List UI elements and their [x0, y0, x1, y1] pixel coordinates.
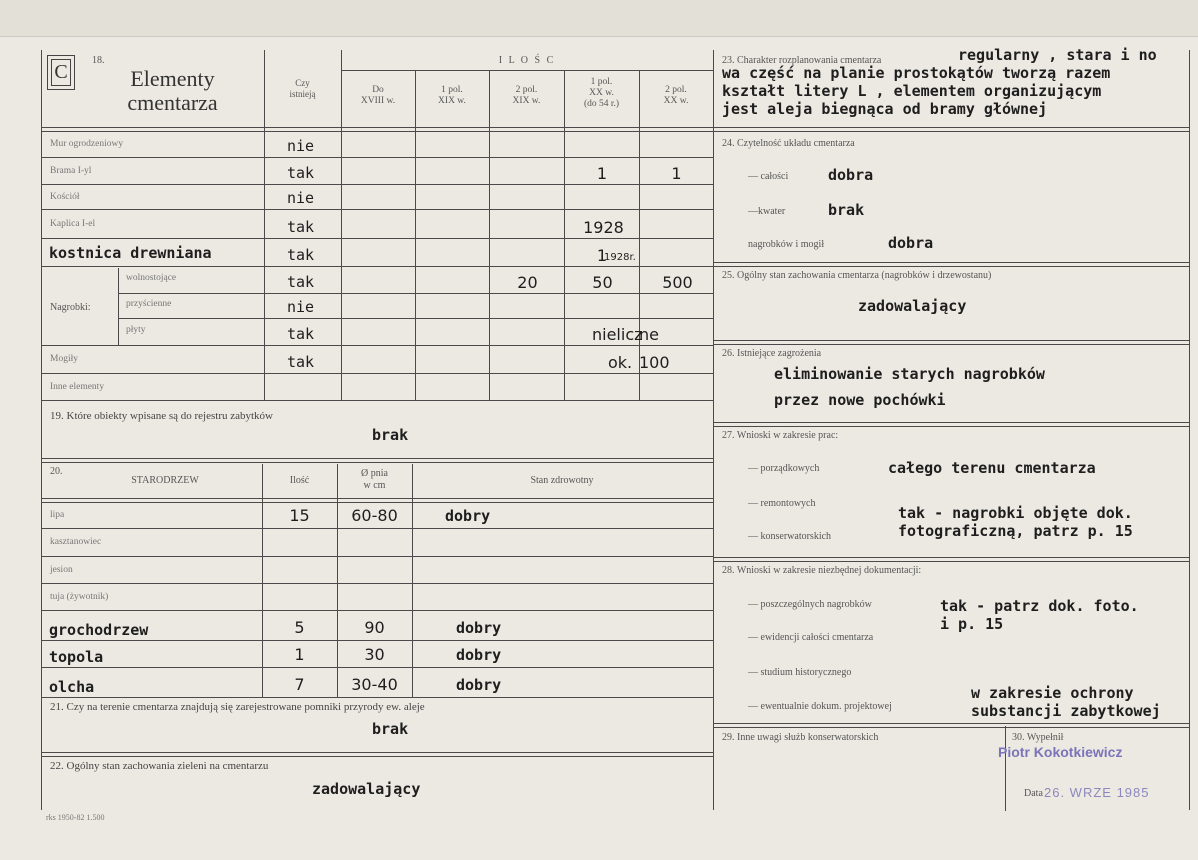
s28-value2-line2: substancji zabytkowej: [971, 702, 1161, 720]
row-line: [41, 640, 713, 641]
s21-value: brak: [372, 720, 409, 738]
s23-line2: wa część na planie prostokątów tworzą razem: [722, 64, 1111, 82]
tree-label: tuja (żywotnik): [50, 591, 109, 602]
row-line: [41, 610, 713, 611]
element-czy-value: nie: [287, 189, 315, 207]
s28-row4-label: — ewentualnie dokum. projektowej: [748, 701, 892, 712]
element-label: Mogiły: [50, 354, 78, 364]
row-line: [41, 209, 713, 210]
tree-label: jesion: [50, 564, 73, 575]
period-header-2: XIX w.: [438, 96, 466, 106]
s28-row1-label: — poszczególnych nagrobków: [748, 599, 872, 610]
s23-label: 23. Charakter rozplanowania cmentarza: [722, 55, 882, 66]
tree-stan: dobry: [456, 619, 502, 637]
period-header-2: 1 pol.: [441, 85, 463, 95]
element-label: Mur ogrodzeniowy: [50, 139, 124, 149]
s25-value: zadowalający: [858, 297, 967, 315]
s27-value-line1: tak - nagrobki objęte dok.: [898, 504, 1133, 522]
tree-ilosc: 1: [294, 645, 305, 664]
element-qty-subvalue: 1928r.: [604, 252, 636, 263]
element-qty-value: 1: [596, 164, 608, 183]
tree-pnia: 30: [364, 645, 385, 664]
s20-title: STARODRZEW: [131, 475, 199, 486]
center-divider: [713, 50, 714, 810]
element-qty-value: 1: [671, 164, 682, 183]
element-label: Kaplica I-el: [50, 218, 96, 229]
s22-value: zadowalający: [312, 780, 421, 798]
section-letter: C: [51, 59, 71, 86]
top-edge: [0, 0, 1198, 37]
s28-value1-line2: i p. 15: [940, 615, 1004, 633]
element-label: przyścienne: [126, 298, 172, 309]
s27-rule: [713, 557, 1189, 562]
col-line: [415, 70, 416, 400]
s24-row1-value: dobra: [828, 166, 874, 184]
s27-row2-label: — remontowych: [748, 498, 816, 509]
s23-rule: [713, 127, 1189, 132]
row-line: [41, 345, 713, 346]
s24-label: 24. Czytelność układu cmentarza: [722, 138, 855, 149]
s26-line1: eliminowanie starych nagrobków: [774, 365, 1045, 383]
element-label: wolnostojące: [126, 272, 177, 283]
s28-row2-label: — ewidencji całości cmentarza: [748, 632, 874, 643]
header-title-2: cmentarza: [127, 90, 218, 115]
s20-col-pnia-1: Ø pnia: [361, 468, 388, 479]
ilosc-label: I L O Ś C: [498, 55, 556, 66]
element-label: Kościół: [50, 191, 80, 202]
tree-pnia: 90: [364, 618, 385, 637]
tree-ilosc: 15: [289, 506, 310, 525]
row-line: [41, 373, 713, 374]
s24-row1-label: — całości: [748, 171, 789, 182]
s19-label: 19. Które obiekty wpisane są do rejestru zabytków: [50, 410, 273, 422]
element-qty-value: 20: [517, 273, 538, 292]
row-line: [118, 293, 713, 294]
s30-name-stamp: Piotr Kokotkiewicz: [998, 744, 1123, 760]
period-header-3: XIX w.: [512, 96, 541, 106]
s24-row3-value: dobra: [888, 234, 934, 252]
header-rule: [41, 127, 713, 132]
s30-date-stamp: 26. WRZE 1985: [1044, 785, 1150, 800]
s30-divider: [1005, 726, 1006, 811]
element-label: płyty: [126, 324, 146, 335]
row-line: [41, 556, 713, 557]
s25-label: 25. Ogólny stan zachowania cmentarza (nagrobków i drzewostanu): [722, 270, 992, 281]
row-line: [41, 528, 713, 529]
tree-stan: dobry: [456, 676, 502, 694]
s23-line3: kształt litery L , elementem organizującym: [722, 82, 1102, 100]
s26-line2: przez nowe pochówki: [774, 391, 946, 409]
s28-value2-line1: w zakresie ochrony: [971, 684, 1134, 702]
element-czy-value: tak: [287, 164, 315, 182]
s26-label: 26. Istniejące zagrożenia: [722, 348, 822, 359]
table-bottom: [41, 400, 713, 401]
tree-stan: dobry: [456, 646, 502, 664]
tree-label: olcha: [49, 678, 95, 696]
s21-rule: [41, 752, 713, 757]
col-line: [264, 50, 265, 400]
footer-print-info: rks 1950-82 1.500: [46, 813, 105, 822]
element-qty-value: 100: [639, 353, 670, 372]
period-header-3: 2 pol.: [515, 85, 538, 95]
tree-pnia: 30-40: [351, 675, 398, 694]
s28-label: 28. Wnioski w zakresie niezbędnej dokumentacji:: [722, 565, 922, 576]
row-line: [41, 238, 713, 239]
period-header-1: XVIII w.: [360, 96, 396, 106]
period-header-4: (do 54 r.): [583, 99, 620, 109]
element-czy-value: tak: [287, 273, 315, 291]
section-number: 18.: [92, 55, 105, 66]
tree-label: topola: [49, 648, 104, 666]
row-line: [41, 667, 713, 668]
row-line: [41, 266, 713, 267]
s27-label: 27. Wnioski w zakresie prac:: [722, 430, 839, 441]
col-line: [564, 70, 565, 400]
s28-row3-label: — studium historycznego: [748, 667, 852, 678]
row-line: [41, 157, 713, 158]
element-qty-value: 50: [592, 273, 613, 292]
s29-label: 29. Inne uwagi służb konserwatorskich: [722, 732, 879, 743]
s20-header-rule: [41, 498, 713, 503]
s21-label: 21. Czy na terenie cmentarza znajdują się zarejestrowane pomniki przyrody ew. aleje: [50, 701, 425, 713]
s30-label: 30. Wypełnił: [1012, 732, 1064, 743]
element-qty-value: nielicz: [592, 325, 643, 344]
s20-col-pnia-2: w cm: [363, 480, 386, 491]
s30-date-label: Data: [1024, 788, 1043, 799]
s23-line1: regularny , stara i no: [958, 46, 1157, 64]
s27-row1-value: całego terenu cmentarza: [888, 459, 1096, 477]
s25-rule: [713, 340, 1189, 345]
s24-row2-label: —kwater: [748, 206, 786, 217]
s19-value: brak: [372, 426, 409, 444]
s27-row3-label: — konserwatorskich: [748, 531, 832, 542]
nagrobki-label: Nagrobki:: [50, 302, 91, 313]
s24-row3-label: nagrobków i mogił: [748, 239, 825, 250]
element-czy-value: tak: [287, 246, 315, 264]
tree-label: kasztanowiec: [50, 537, 102, 547]
row-line: [118, 318, 713, 319]
s27-value-line2: fotograficzną, patrz p. 15: [898, 522, 1133, 540]
period-header-4: XX w.: [589, 88, 614, 98]
s24-rule: [713, 262, 1189, 267]
tree-pnia: 60-80: [351, 506, 398, 525]
element-czy-value: nie: [287, 137, 315, 155]
col-line: [489, 70, 490, 400]
row-line: [41, 583, 713, 584]
element-czy-value: tak: [287, 353, 315, 371]
header-title-1: Elementy: [130, 66, 215, 91]
col-czy-label-1: Czy: [295, 78, 310, 88]
col-line: [639, 70, 640, 400]
col-czy-label-2: istnieją: [289, 89, 316, 99]
element-qty-value: ne: [639, 325, 659, 344]
s20-col-stan: Stan zdrowotny: [530, 475, 594, 486]
element-qty-value: ok.: [608, 353, 633, 372]
element-qty-value: 500: [662, 273, 693, 292]
s26-rule: [713, 422, 1189, 427]
element-qty-value: 1928: [583, 218, 624, 237]
tree-stan: dobry: [445, 507, 491, 525]
s28-value1-line1: tak - patrz dok. foto.: [940, 597, 1139, 615]
element-czy-value: tak: [287, 218, 315, 236]
s22-label: 22. Ogólny stan zachowania zieleni na cmentarzu: [50, 760, 269, 772]
period-header-5: 2 pol.: [665, 85, 687, 95]
period-header-5: XX w.: [663, 96, 689, 106]
ilosc-underline: [341, 70, 713, 71]
nagrobki-divider: [118, 268, 119, 345]
s20-col-ilosc: Ilość: [289, 475, 310, 486]
s28-rule: [713, 723, 1189, 728]
element-label: Brama I-yl: [50, 165, 92, 176]
left-border: [41, 50, 42, 810]
s20-bottom: [41, 697, 713, 698]
element-czy-value: nie: [287, 298, 315, 316]
period-header-1: Do: [372, 85, 384, 95]
element-label: kostnica drewniana: [49, 244, 212, 262]
tree-ilosc: 7: [294, 675, 305, 694]
s20-number: 20.: [50, 466, 63, 477]
s23-line4: jest aleja biegnąca od bramy głównej: [722, 100, 1048, 118]
element-czy-value: tak: [287, 325, 315, 343]
section-letter-box: [47, 55, 75, 90]
row-line: [41, 184, 713, 185]
s19-rule: [41, 458, 713, 463]
right-border: [1189, 50, 1190, 810]
tree-label: grochodrzew: [49, 621, 149, 639]
tree-ilosc: 5: [294, 618, 305, 637]
period-header-4: 1 pol.: [590, 77, 613, 87]
tree-label: lipa: [50, 510, 65, 520]
s24-row2-value: brak: [828, 201, 865, 219]
element-qty-value: 1: [596, 246, 608, 265]
s27-row1-label: — porządkowych: [748, 463, 820, 474]
element-label: Inne elementy: [50, 381, 105, 392]
